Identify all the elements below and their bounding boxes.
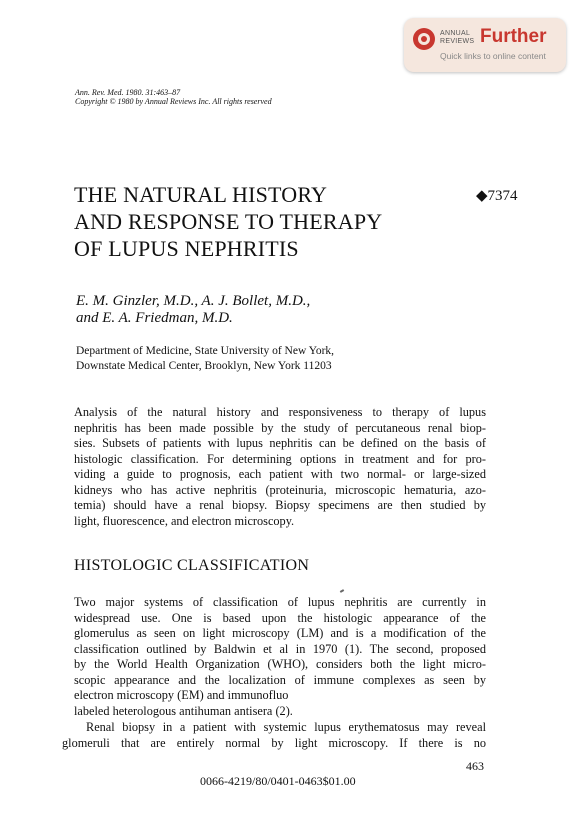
section-heading: HISTOLOGIC CLASSIFICATION [74, 557, 310, 574]
paragraph-line: widespread use. One is based upon the histologic appearance of the [74, 610, 486, 625]
authors-line-2: and E. A. Friedman, M.D. [76, 310, 233, 326]
title-line-3: OF LUPUS NEPHRITIS [74, 236, 299, 261]
paragraph-line: glomerulus as seen on light microscopy (LM) and is a modification of the [74, 626, 486, 640]
paragraph-line: classification outlined by Baldwin et al in 1970 (1). The second, proposed [74, 641, 486, 656]
abstract-line: Analysis of the natural history and responsiveness to therapy of lupus [74, 405, 486, 419]
article-id: ◆7374 [476, 188, 518, 204]
badge-further: Further [480, 26, 547, 47]
abstract [74, 405, 486, 529]
title-line-1: THE NATURAL HISTORY [74, 182, 328, 207]
abstract-line: light, fluorescence, and electron microscopy. [74, 513, 295, 528]
paragraph-2 [62, 720, 486, 751]
citation-line-1: Ann. Rev. Med. 1980. 31:463–87 [75, 88, 181, 97]
price-code: 0066-4219/80/0401-0463$01.00 [200, 774, 356, 788]
paragraph-line: Renal biopsy in a patient with systemic lupus erythematosus may reveal [86, 720, 486, 734]
authors [76, 293, 310, 327]
abstract-line: sies. Subsets of patients with lupus nephritis can be defined on the basis of [74, 436, 486, 450]
paragraph-line: labeled heterologous antihuman antisera (2). [74, 703, 293, 718]
annual-reviews-logo-icon [413, 28, 435, 50]
badge-subtitle: Quick links to online content [440, 51, 546, 61]
paragraph-line: glomeruli that are entirely normal by light microscopy. If there is no [62, 735, 486, 750]
abstract-line: viding a guide to prognosis, each patient with two normal- or large-sized [74, 467, 486, 481]
paragraph-line: by the World Health Organization (WHO), considers both the light micro- [74, 657, 486, 671]
badge-annual-reviews: ANNUAL REVIEWS [440, 30, 475, 45]
abstract-line: kidneys who has active nephritis (proteinuria, microscopic hematuria, azo- [74, 482, 486, 497]
abstract-line: histologic classification. For determining options in treatment and for pro- [74, 451, 486, 466]
further-badge[interactable] [404, 18, 566, 72]
title-line-2: AND RESPONSE TO THERAPY [74, 209, 383, 234]
citation-line-2: Copyright © 1980 by Annual Reviews Inc. All rights reserved [75, 97, 272, 106]
affiliation [76, 344, 334, 374]
affiliation-line-2: Downstate Medical Center, Brooklyn, New York 11203 [76, 360, 332, 372]
abstract-line: temia) should have a renal biopsy. Biopsy specimens are then studied by [74, 498, 486, 512]
article-title [74, 181, 382, 262]
authors-line-1: E. M. Ginzler, M.D., A. J. Bollet, M.D., [76, 293, 311, 309]
journal-citation [75, 88, 272, 106]
affiliation-line-1: Department of Medicine, State University of New York, [76, 345, 335, 357]
paragraph-1 [74, 595, 486, 719]
paragraph-line: scopic appearance and the localization of immune complexes as seen by [74, 672, 486, 687]
paragraph-line: Two major systems of classification of lupus nephritis are currently in [74, 595, 486, 609]
page-number: 463 [466, 759, 484, 773]
abstract-line: nephritis has been made possible by the study of percutaneous renal biop- [74, 420, 486, 435]
paragraph-line: electron microscopy (EM) and immunofluo [74, 688, 289, 702]
scan-mark [340, 589, 344, 593]
